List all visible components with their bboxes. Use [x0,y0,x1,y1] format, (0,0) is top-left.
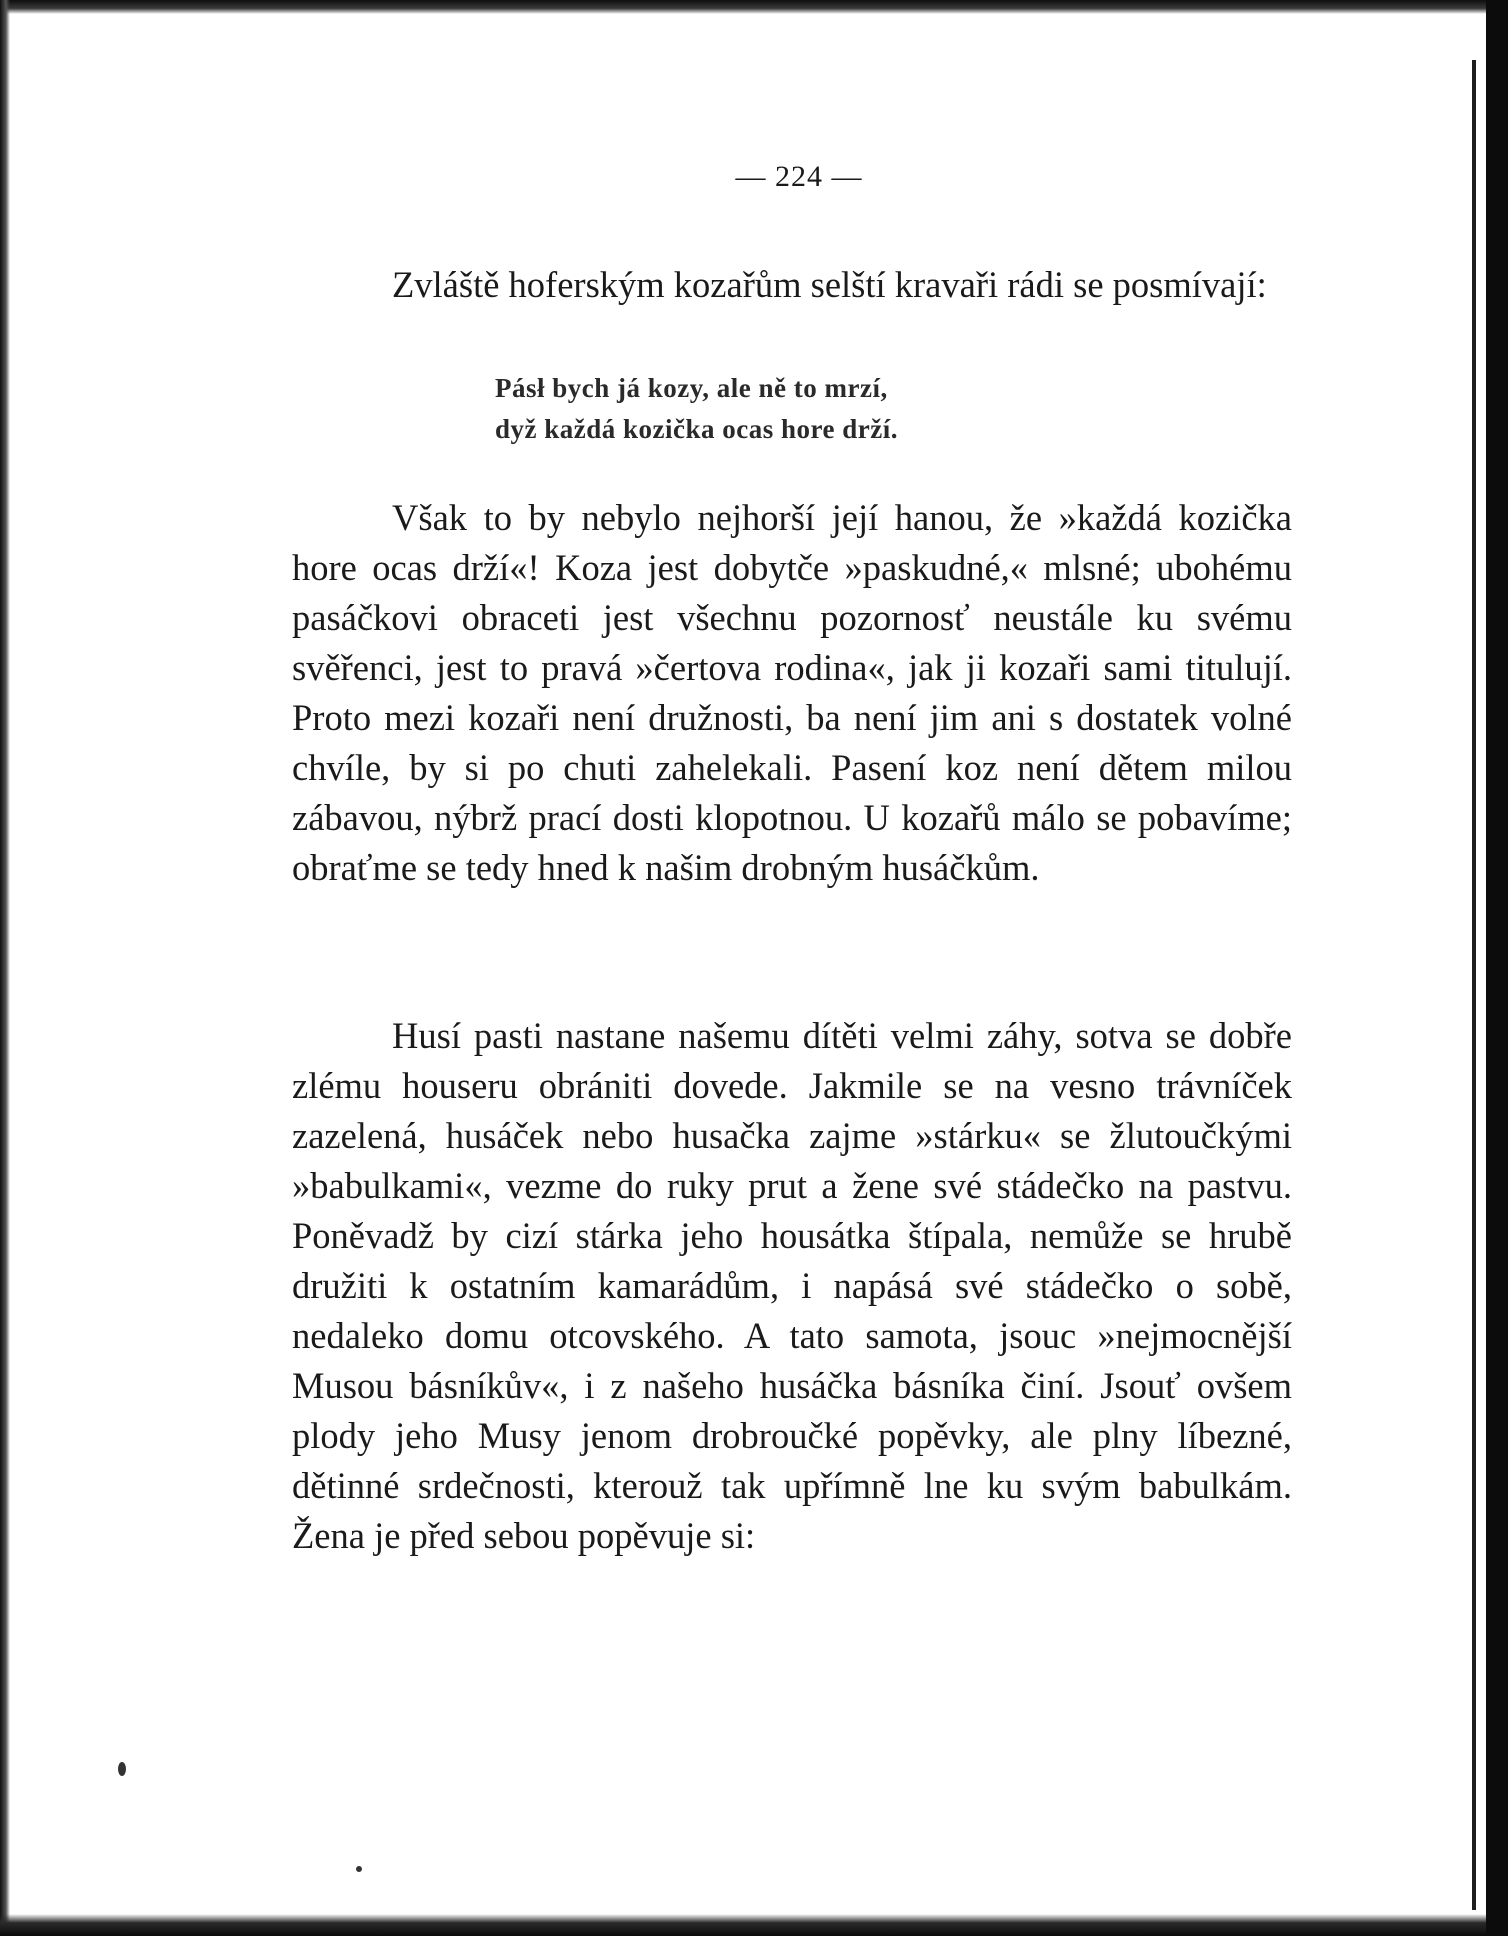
scan-speck [356,1866,362,1872]
paragraph-text: Husí pasti nastane našemu dítěti velmi záhy, sotva se dobře zlému houseru obrániti dovede. Jakmile se na vesno trávníček zazelená, husáček nebo husačka zajme »stárku« se žlutoučkými »babulkami«, vezme do ruky prut a žene své stádečko na pastvu. Poněvadž by cizí stárka jeho housátka štípala, nemůže se hrubě družiti k ostatním kamarádům, i napásá své stádečko o sobě, nedaleko domu otcovského. A tato samota, jsouc »nejmocnější Musou básníkův«, i z našeho husáčka básníka činí. Jsouť ovšem plody jeho Musy jenom drobroučké popěvky, ale plny líbezné, dětinné srdečnosti, kterouž tak upřímně lne ku svým babulkám. Žena je před sebou popěvuje si: [292,1015,1292,1556]
verse-line: dyž každá kozička ocas hore drží. [495,414,898,444]
paragraph [292,493,1292,893]
paragraph-text: Však to by nebylo nejhorší její hanou, že »každá kozička hore ocas drží«! Koza jest dobytče »paskudné,« mlsné; ubohému pasáčkovi obraceti jest všechnu pozornosť neustále ku svému svěřenci, jest to pravá »čertova rodina«, jak ji kozaři sami titulují. Proto mezi kozaři není družnosti, ba není jim ani s dostatek volné chvíle, by si po chuti zahelekali. Pasení koz není dětem milou zábavou, nýbrž prací dosti klopotnou. U kozařů málo se pobavíme; obraťme se tedy hned k našim drobným husáčkům. [292,497,1292,888]
paragraph [292,260,1292,310]
scan-border-left [0,0,10,1936]
paragraph-text: Zvláště hoferským kozařům selští kravaři rádi se posmívají: [392,264,1267,305]
scan-speck [118,1762,126,1776]
paragraph [292,1011,1292,1561]
verse [495,368,898,450]
scan-border-top [0,0,1508,14]
scan-border-bottom [0,1914,1508,1936]
paragraph-2-block [292,493,1292,893]
paragraph-3-block [292,1011,1292,1561]
scan-rule-right [1472,60,1476,1910]
verse-line: Pásł bych já kozy, ale ně to mrzí, [495,373,888,403]
page-number: — 224 — [735,160,863,193]
scan-border-right [1486,0,1508,1936]
paragraph-1-block [292,260,1292,310]
